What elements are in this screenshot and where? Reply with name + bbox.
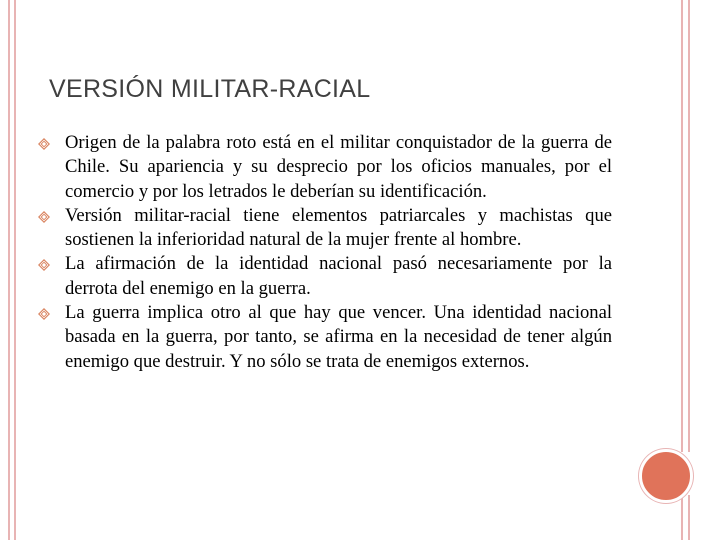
bullet-text: La afirmación de la identidad nacional pasó necesariamente por la derrota del enemigo en la guerra. [65,253,612,299]
left-decorative-line [8,0,10,540]
diamond-outline-icon [38,138,50,150]
diamond-outline-icon [38,259,50,271]
right-decorative-line [681,495,683,540]
diamond-outline-icon [38,308,50,320]
right-decorative-line [688,0,690,452]
right-decorative-line [688,495,690,540]
bullet-item [38,252,612,301]
bullet-text: La guerra implica otro al que hay que vencer. Una identidad nacional basada en la guerra, por tanto, se afirma en la necesidad de tener algún enemigo que destruir. Y no sólo se trata de enemigos externos. [65,302,612,372]
right-decorative-line [681,0,683,452]
slide-title: VERSIÓN MILITAR-RACIAL [49,75,371,103]
decorative-circle [639,449,693,503]
bullet-text: Versión militar-racial tiene elementos patriarcales y machistas que sostienen la inferioridad natural de la mujer frente al hombre. [65,204,612,251]
left-decorative-line [14,0,16,540]
bullet-list [38,131,612,374]
bullet-text: Origen de la palabra roto está en el militar conquistador de la guerra de Chile. Su apariencia y su desprecio por los oficios manuales, por el comercio y por los letrados le deberían su identificación. [65,132,612,202]
bullet-item [38,301,612,374]
bullet-item [38,204,612,253]
bullet-item [38,131,612,204]
diamond-outline-icon [38,211,50,223]
